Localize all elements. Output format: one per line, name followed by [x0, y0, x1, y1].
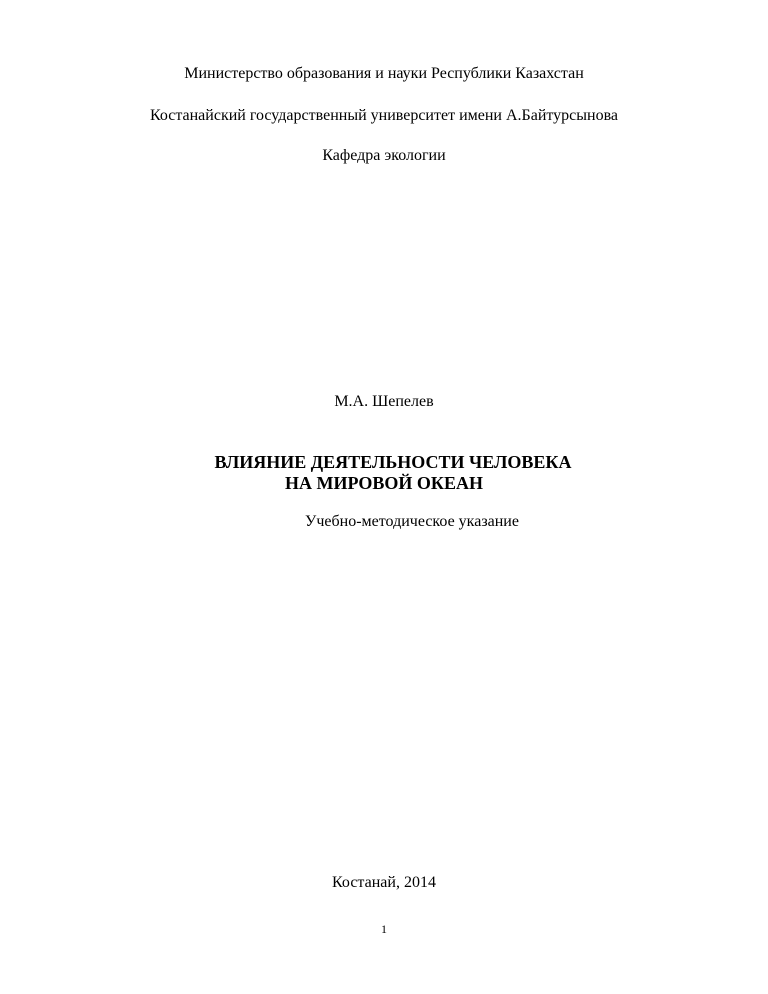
document-subtitle: Учебно-методическое указание	[305, 513, 519, 530]
author-name: М.А. Шепелев	[334, 393, 434, 410]
imprint-city-year: Костанай, 2014	[332, 874, 436, 891]
department-name: Кафедра экологии	[322, 147, 446, 164]
title-line-1: ВЛИЯНИЕ ДЕЯТЕЛЬНОСТИ ЧЕЛОВЕКА	[214, 452, 572, 472]
ministry-name: Министерство образования и науки Республики Казахстан	[184, 65, 584, 82]
page-number: 1	[381, 922, 387, 936]
title-line-2: НА МИРОВОЙ ОКЕАН	[285, 473, 483, 493]
university-name: Костанайский государственный университет имени А.Байтурсынова	[149, 107, 619, 124]
